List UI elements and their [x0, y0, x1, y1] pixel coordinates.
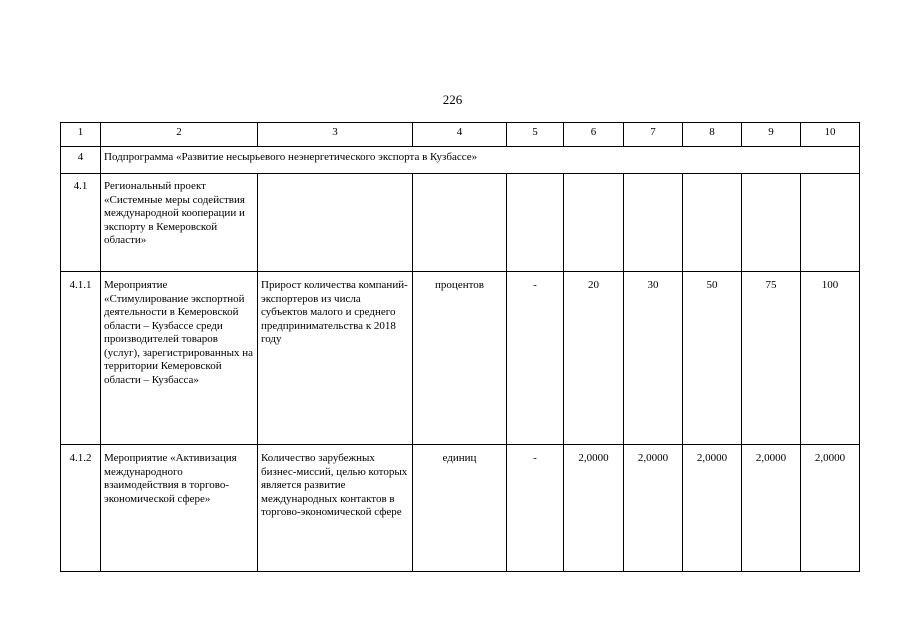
row-base: [507, 174, 564, 272]
header-cell: 9: [742, 123, 801, 147]
table-row: [61, 174, 860, 272]
page-number: 226: [442, 92, 463, 107]
table-row: [61, 445, 860, 572]
row-value: [801, 174, 860, 272]
header-cell: 1: [61, 123, 101, 147]
row-value: [742, 174, 801, 272]
row-number: 4.1: [61, 174, 101, 272]
subprogram-row: [61, 147, 860, 174]
indicators-table: [60, 122, 860, 572]
row-base: -: [507, 445, 564, 572]
table-row: [61, 272, 860, 445]
header-cell: 7: [624, 123, 683, 147]
row-indicator: Прирост количества компаний-экспортеров из числа субъектов малого и среднего предпринимательства к 2018 году: [258, 272, 413, 445]
header-cell: 8: [683, 123, 742, 147]
row-value: 20: [564, 272, 624, 445]
header-cell: 4: [413, 123, 507, 147]
row-value: [624, 174, 683, 272]
row-indicator: Количество зарубежных бизнес-миссий, целью которых является развитие международных контактов в торгово-экономической сфере: [258, 445, 413, 572]
row-value: 75: [742, 272, 801, 445]
header-cell: 6: [564, 123, 624, 147]
row-value: 2,0000: [564, 445, 624, 572]
row-value: 100: [801, 272, 860, 445]
row-number: 4.1.2: [61, 445, 101, 572]
row-number: 4.1.1: [61, 272, 101, 445]
row-unit: [413, 174, 507, 272]
header-cell: 3: [258, 123, 413, 147]
row-base: -: [507, 272, 564, 445]
row-name: Мероприятие «Стимулирование экспортной деятельности в Кемеровской области – Кузбассе среди производителей товаров (услуг), зарегистрированных на территории Кемеровской области – Кузбасса»: [101, 272, 258, 445]
row-value: 30: [624, 272, 683, 445]
subprogram-number: 4: [61, 147, 101, 174]
row-value: 2,0000: [624, 445, 683, 572]
row-value: 2,0000: [801, 445, 860, 572]
header-cell: 10: [801, 123, 860, 147]
row-value: 2,0000: [742, 445, 801, 572]
header-cell: 2: [101, 123, 258, 147]
row-value: [564, 174, 624, 272]
row-indicator: [258, 174, 413, 272]
row-name: Региональный проект «Системные меры содействия международной кооперации и экспорту в Кемеровской области»: [101, 174, 258, 272]
row-unit: процентов: [413, 272, 507, 445]
subprogram-title: Подпрограмма «Развитие несырьевого неэнергетического экспорта в Кузбассе»: [101, 147, 860, 174]
row-value: [683, 174, 742, 272]
row-unit: единиц: [413, 445, 507, 572]
header-cell: 5: [507, 123, 564, 147]
header-row: [61, 123, 860, 147]
row-value: 2,0000: [683, 445, 742, 572]
row-value: 50: [683, 272, 742, 445]
row-name: Мероприятие «Активизация международного взаимодействия в торгово-экономической сфере»: [101, 445, 258, 572]
